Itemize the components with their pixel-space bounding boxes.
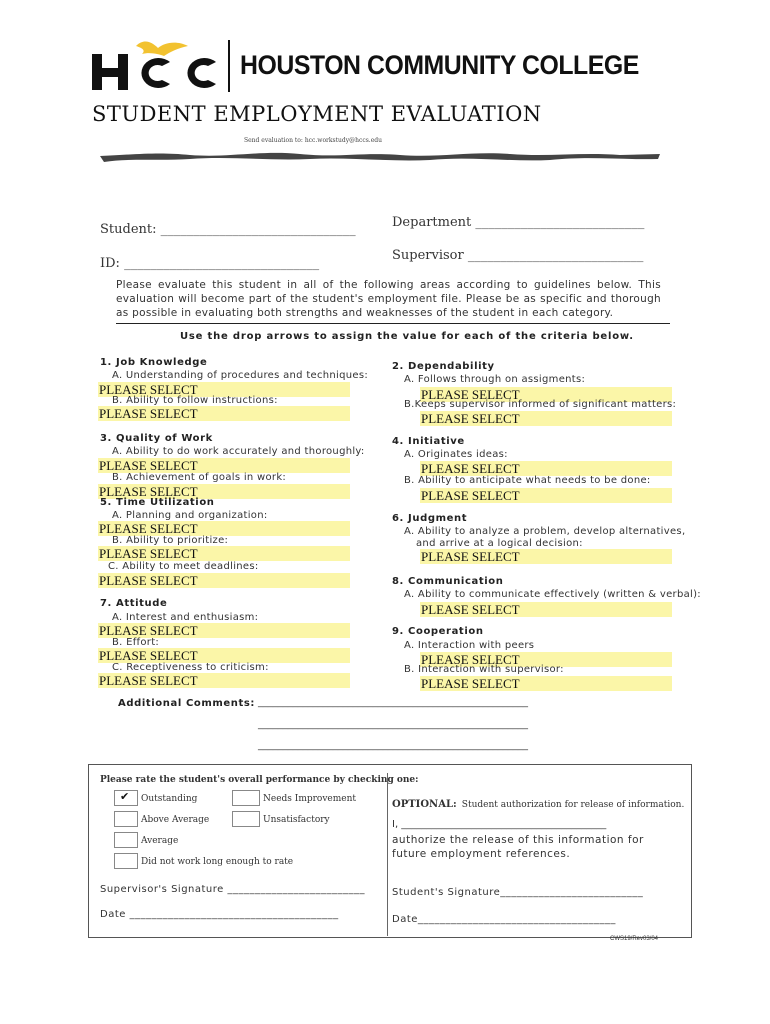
hcc-logo [92,40,222,92]
select-dropdown[interactable]: PLEASE SELECT [98,573,350,588]
criterion-label: A. Interaction with peers [404,640,535,651]
select-dropdown[interactable]: PLEASE SELECT [98,382,350,397]
supervisor-date-field[interactable]: Date ______________________________________ [100,909,339,920]
optional-text: Student authorization for release of information. [461,800,685,810]
criterion-label: A. Interest and enthusiasm: [112,612,259,623]
select-dropdown[interactable]: PLEASE SELECT [420,602,672,617]
criterion-label: A. Originates ideas: [404,449,508,460]
supervisor-field[interactable]: Supervisor ___________________________ [392,248,644,263]
criterion-label: B. Effort: [112,637,160,648]
optional-header [392,792,684,811]
criterion-label: A. Understanding of procedures and techniques: [112,370,369,381]
option-label: Above Average [141,815,210,825]
criterion-attitude: 7. Attitude [100,598,168,609]
student-field[interactable]: Student: ______________________________ [100,222,356,237]
select-dropdown[interactable]: PLEASE SELECT [420,652,672,667]
select-dropdown[interactable]: PLEASE SELECT [98,546,350,561]
criterion-dependability: 2. Dependability [392,361,495,372]
select-dropdown[interactable]: PLEASE SELECT [98,648,350,663]
criterion-label: A. Planning and organization: [112,510,268,521]
select-dropdown[interactable]: PLEASE SELECT [420,387,672,402]
select-dropdown[interactable]: PLEASE SELECT [420,488,672,503]
optional-label: OPTIONAL: [392,799,457,810]
average-checkbox[interactable] [114,832,138,848]
comments-line[interactable]: ______________________________________________________ [258,697,528,708]
select-dropdown[interactable]: PLEASE SELECT [98,623,350,638]
intro-paragraph: Please evaluate this student in all of the following areas according to guidelines below. This evaluation will become part of the student's employment file. Please be as specific and thorough as possible in evaluating both strengths and weaknesses of the student in each category. [116,279,661,319]
criterion-label: A. Ability to do work accurately and thoroughly: [112,446,365,457]
logo-divider [228,40,230,92]
student-date-field[interactable]: Date____________________________________ [392,914,616,925]
needs-improvement-checkbox[interactable] [232,790,260,806]
select-dropdown[interactable]: PLEASE SELECT [98,673,350,688]
revision-code: CWS19/Rev03/04 [610,936,659,942]
select-dropdown[interactable]: PLEASE SELECT [420,411,672,426]
comments-label: Additional Comments: [118,698,256,709]
instruction-text: Use the drop arrows to assign the value for each of the criteria below. [180,331,634,342]
option-label: Unsatisfactory [263,815,330,825]
select-dropdown[interactable]: PLEASE SELECT [98,521,350,536]
divider-line [116,323,670,324]
criterion-job-knowledge: 1. Job Knowledge [100,357,208,368]
option-label: Did not work long enough to rate [141,857,294,867]
department-field[interactable]: Department __________________________ [392,215,645,230]
select-dropdown[interactable]: PLEASE SELECT [98,458,350,473]
section-divider [387,773,388,936]
criterion-label: A. Ability to analyze a problem, develop alternatives, [404,526,686,537]
comments-line[interactable]: ______________________________________________________ [258,740,528,751]
criterion-label: B. Ability to follow instructions: [112,395,278,406]
id-field[interactable]: ID: ______________________________ [100,256,320,271]
select-dropdown[interactable]: PLEASE SELECT [98,484,350,499]
criterion-label: B. Ability to anticipate what needs to be done: [404,475,651,486]
criterion-communication: 8. Communication [392,576,504,587]
criterion-label: B. Ability to prioritize: [112,535,229,546]
above-average-checkbox[interactable] [114,811,138,827]
select-dropdown[interactable]: PLEASE SELECT [420,549,672,564]
option-label: Needs Improvement [263,794,357,804]
future-text: future employment references. [392,848,571,860]
outstanding-checkbox[interactable] [114,790,138,806]
college-name: HOUSTON COMMUNITY COLLEGE [240,50,639,80]
option-label: Average [141,836,179,846]
supervisor-signature-field[interactable]: Supervisor's Signature _________________________ [100,884,365,895]
select-dropdown[interactable]: PLEASE SELECT [98,406,350,421]
not-rated-checkbox[interactable] [114,853,138,869]
criterion-label: and arrive at a logical decision: [416,538,583,549]
criterion-label: C. Ability to meet deadlines: [108,561,259,572]
check-icon: ✔ [120,790,130,803]
criterion-quality-of-work: 3. Quality of Work [100,433,213,444]
unsatisfactory-checkbox[interactable] [232,811,260,827]
bird-icon [136,42,188,56]
criterion-label: B. Interaction with supervisor: [404,664,564,675]
criterion-label: A. Ability to communicate effectively (written & verbal): [404,589,701,600]
criterion-label: B. Achievement of goals in work: [112,472,287,483]
comments-line[interactable]: ______________________________________________________ [258,719,528,730]
brush-stroke-divider [100,146,660,168]
criterion-time-utilization: 5. Time Utilization [100,497,215,508]
authorize-text: authorize the release of this information for [392,834,644,846]
criterion-label: B.Keeps supervisor informed of significant matters: [404,399,677,410]
select-dropdown[interactable]: PLEASE SELECT [420,461,672,476]
student-signature-field[interactable]: Student's Signature__________________________ [392,887,644,898]
criterion-initiative: 4. Initiative [392,436,465,447]
form-title: STUDENT EMPLOYMENT EVALUATION [92,102,542,126]
select-dropdown[interactable]: PLEASE SELECT [420,676,672,691]
criterion-label: C. Receptiveness to criticism: [112,662,269,673]
authorizer-name-field[interactable]: I, _________________________________________ [392,819,607,830]
criterion-judgment: 6. Judgment [392,513,468,524]
criterion-cooperation: 9. Cooperation [392,626,484,637]
rating-prompt: Please rate the student's overall performance by checking one: [100,775,419,785]
option-label: Outstanding [141,794,198,804]
send-note: Send evaluation to: hcc.workstudy@hccs.edu [244,137,382,144]
criterion-label: A. Follows through on assigments: [404,374,586,385]
